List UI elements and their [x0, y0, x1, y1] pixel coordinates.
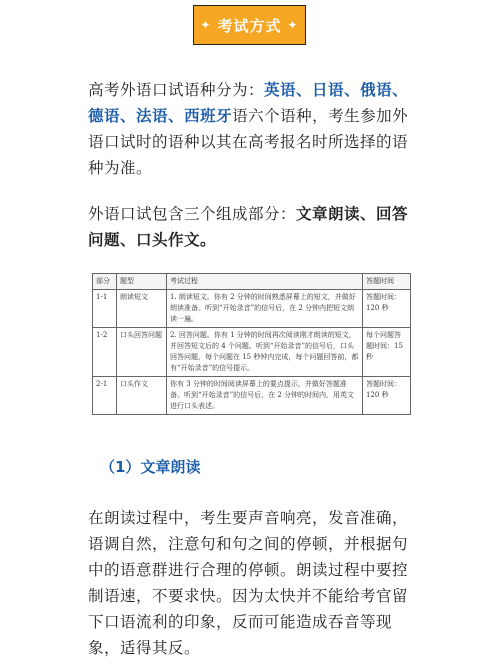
lang-french: 法语 — [136, 107, 169, 125]
table-header-row — [93, 274, 411, 290]
table-row — [93, 290, 411, 328]
intro-prefix: 高考外语口试语种分为： — [88, 81, 265, 99]
lang-sep: 、 — [344, 81, 361, 99]
cell-process: 2. 回答问题。你有 1 分钟的时间再次阅读刚才朗读的短文，并回答短文后的 4 个问题。听到“开始录音”的信号后，口头回答问题，每个问题在 15 秒钟内完成，每个问题回答前，都有“开始录音”的信号提示。 — [167, 328, 363, 377]
lang-sep: 、 — [168, 107, 185, 125]
lang-russian: 俄语 — [360, 81, 393, 99]
parts-paragraph — [88, 201, 418, 253]
header-time: 答题时间 — [363, 274, 411, 290]
reading-paragraph: 在朗读过程中，考生要声音响亮，发音准确，语调自然，注意句和句之间的停顿，并根据句中的语意群进行合理的停顿。朗读过程中要控制语速，不要求快。因为太快并不能给考官留下口语流利的印象，反而可能造成吞音等现象，适得其反。 — [88, 509, 409, 657]
lang-spanish: 西班牙 — [184, 107, 233, 125]
cell-type: 口头作文 — [117, 377, 167, 415]
cell-process: 你有 3 分钟的时间阅读屏幕上的要点提示，并做好答题准备。听到“开始录音”的信号后，在 2 分钟的时间内，用英文进行口头表述。 — [167, 377, 363, 415]
intro-paragraph — [88, 77, 418, 181]
lang-german: 德语 — [88, 107, 121, 125]
badge-label: 考试方式 — [217, 16, 282, 35]
cell-process: 1. 朗读短文。你有 2 分钟的时间熟悉屏幕上的短文，并做好朗读准备。听到“开始录音”的信号后，在 2 分钟内把短文朗读一遍。 — [167, 290, 363, 328]
section-title: （1）文章朗读 — [100, 458, 201, 476]
section-badge — [193, 5, 306, 45]
cell-part: 1-1 — [93, 290, 117, 328]
exam-table — [92, 273, 410, 415]
header-process: 考试过程 — [167, 274, 363, 290]
lang-sep: 、 — [296, 81, 313, 99]
table-row — [93, 328, 411, 377]
parts-prefix: 外语口试包含三个组成部分： — [88, 205, 297, 223]
table-row — [93, 377, 411, 415]
cell-type: 口头回答问题 — [117, 328, 167, 377]
sparkle-icon: ✦ — [287, 18, 299, 32]
cell-type: 朗读短文 — [117, 290, 167, 328]
header-type: 题型 — [117, 274, 167, 290]
cell-part: 1-2 — [93, 328, 117, 377]
sparkle-icon: ✦ — [200, 18, 212, 32]
lang-english: 英语 — [264, 81, 297, 99]
cell-time: 答题时间：120 秒 — [363, 290, 411, 328]
intro-suffix: 语六个语种，考生参加外语口试时的语种以其在高考报名时所选择的语种为准。 — [88, 107, 409, 177]
lang-sep: 、 — [392, 81, 409, 99]
lang-japanese: 日语 — [312, 81, 345, 99]
cell-part: 2-1 — [93, 377, 117, 415]
cell-time: 答题时间：120 秒 — [363, 377, 411, 415]
parts-list: 文章朗读、回答问题、口头作文。 — [88, 205, 409, 249]
cell-time: 每个问题答题时间：15 秒 — [363, 328, 411, 377]
header-part: 部分 — [93, 274, 117, 290]
lang-sep: 、 — [120, 107, 137, 125]
